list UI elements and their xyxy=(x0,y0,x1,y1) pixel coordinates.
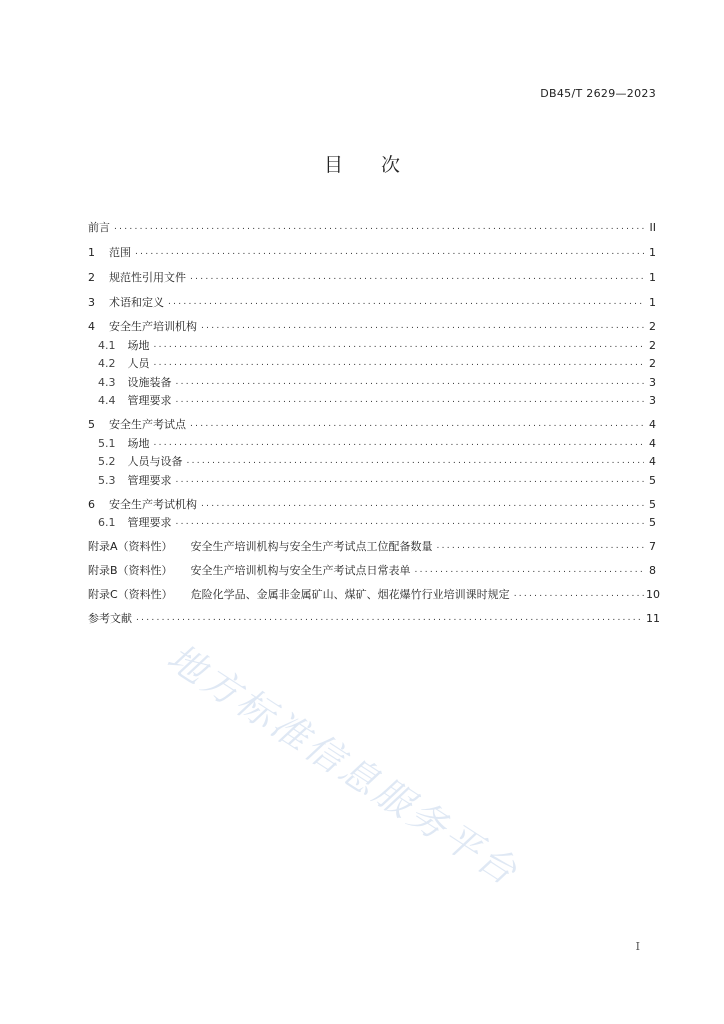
toc-entry[interactable] xyxy=(88,496,656,512)
toc-leader-dots xyxy=(176,518,645,528)
toc-entry-page: 3 xyxy=(649,376,656,389)
toc-leader-dots xyxy=(176,378,645,388)
toc-entry-label: 安全生产培训机构与安全生产考试点工位配备数量 xyxy=(190,540,433,553)
toc-entry[interactable] xyxy=(98,355,656,371)
toc-entry-label: 管理要求 xyxy=(127,516,172,529)
toc-entry-number: 3 xyxy=(88,296,95,309)
toc-entry-label: 前言 xyxy=(88,221,110,234)
toc-leader-dots xyxy=(201,322,644,332)
page-title xyxy=(0,150,724,177)
toc-leader-dots xyxy=(190,273,644,283)
toc-entry[interactable] xyxy=(88,219,656,235)
toc-entry[interactable] xyxy=(88,562,656,578)
toc-entry-page: 7 xyxy=(649,540,656,553)
toc-entry-label: 安全生产考试点 xyxy=(109,418,186,431)
toc-entry-page: 5 xyxy=(649,516,656,529)
toc-entry-number: 5 xyxy=(88,418,95,431)
page-number: I xyxy=(635,940,640,953)
toc-entry-page: 11 xyxy=(646,612,660,625)
watermark: 地方标准信息服务平台 xyxy=(159,635,527,895)
title-char-2: 次 xyxy=(381,154,401,176)
toc-leader-dots xyxy=(136,614,644,624)
toc-entry-number: 附录A（资料性） xyxy=(88,540,173,553)
toc-entry-page: 8 xyxy=(649,564,656,577)
toc-leader-dots xyxy=(514,590,644,600)
toc-entry-number: 4 xyxy=(88,320,95,333)
toc-entry-number: 6.1 xyxy=(98,516,116,529)
toc-entry[interactable] xyxy=(98,374,656,390)
toc-entry-page: 4 xyxy=(649,455,656,468)
toc-entry-page: 10 xyxy=(646,588,660,601)
toc-entry-number: 4.1 xyxy=(98,339,116,352)
toc-entry[interactable] xyxy=(88,416,656,432)
toc-leader-dots xyxy=(114,223,644,233)
toc-entry-number: 5.1 xyxy=(98,437,116,450)
toc-entry-page: 1 xyxy=(649,296,656,309)
toc-entry[interactable] xyxy=(98,514,656,530)
toc-entry[interactable] xyxy=(98,453,656,469)
toc-leader-dots xyxy=(187,457,645,467)
toc-entry-label: 场地 xyxy=(127,339,150,352)
toc-entry-number: 4.2 xyxy=(98,357,116,370)
toc-entry-page: 2 xyxy=(649,339,656,352)
toc-entry-page: 1 xyxy=(649,271,656,284)
toc-entry[interactable] xyxy=(88,586,660,602)
toc-entry[interactable] xyxy=(98,392,656,408)
toc-entry-page: 4 xyxy=(649,437,656,450)
toc-entry-label: 管理要求 xyxy=(127,474,172,487)
toc-entry-number: 5.2 xyxy=(98,455,116,468)
toc-entry[interactable] xyxy=(88,610,660,626)
toc-entry-label: 安全生产培训机构 xyxy=(109,320,197,333)
toc-entry-number: 4.3 xyxy=(98,376,116,389)
toc-leader-dots xyxy=(168,298,644,308)
toc-entry-page: 2 xyxy=(649,357,656,370)
toc-entry[interactable] xyxy=(98,337,656,353)
toc-leader-dots xyxy=(154,341,645,351)
toc-leader-dots xyxy=(135,248,644,258)
toc-leader-dots xyxy=(415,566,644,576)
toc-entry[interactable] xyxy=(98,435,656,451)
toc-entry[interactable] xyxy=(88,318,656,334)
toc-entry-label: 规范性引用文件 xyxy=(109,271,186,284)
toc-entry-number: 附录B（资料性） xyxy=(88,564,173,577)
toc-entry-number: 1 xyxy=(88,246,95,259)
toc-entry-number: 5.3 xyxy=(98,474,116,487)
toc-entry-page: 4 xyxy=(649,418,656,431)
toc-leader-dots xyxy=(437,542,644,552)
toc-leader-dots xyxy=(154,359,645,369)
toc-entry-label: 设施装备 xyxy=(127,376,172,389)
toc-entry-label: 参考文献 xyxy=(88,612,132,625)
toc-entry-number: 附录C（资料性） xyxy=(88,588,173,601)
toc-entry-label: 安全生产培训机构与安全生产考试点日常表单 xyxy=(190,564,411,577)
toc-entry[interactable] xyxy=(88,269,656,285)
toc-entry-page: II xyxy=(649,221,656,234)
toc-entry[interactable] xyxy=(88,294,656,310)
toc-leader-dots xyxy=(190,420,644,430)
toc-entry-label: 范围 xyxy=(109,246,131,259)
toc-entry-label: 管理要求 xyxy=(127,394,172,407)
title-char-1: 目 xyxy=(323,154,343,176)
toc-entry-page: 2 xyxy=(649,320,656,333)
toc-leader-dots xyxy=(154,439,645,449)
toc-entry-label: 安全生产考试机构 xyxy=(109,498,197,511)
toc-entry-label: 人员 xyxy=(127,357,150,370)
toc-entry-page: 3 xyxy=(649,394,656,407)
toc-entry-label: 场地 xyxy=(127,437,150,450)
toc-entry[interactable] xyxy=(88,538,656,554)
toc-entry-page: 5 xyxy=(649,474,656,487)
toc-entry-label: 危险化学品、金属非金属矿山、煤矿、烟花爆竹行业培训课时规定 xyxy=(190,588,510,601)
toc-leader-dots xyxy=(176,476,645,486)
toc-entry-number: 6 xyxy=(88,498,95,511)
toc-entry[interactable] xyxy=(98,472,656,488)
toc-entry-number: 4.4 xyxy=(98,394,116,407)
toc-entry-label: 术语和定义 xyxy=(109,296,164,309)
toc-entry-page: 5 xyxy=(649,498,656,511)
toc-entry-number: 2 xyxy=(88,271,95,284)
toc-entry-page: 1 xyxy=(649,246,656,259)
toc-leader-dots xyxy=(201,500,644,510)
document-code: DB45/T 2629—2023 xyxy=(540,87,656,100)
toc-entry[interactable] xyxy=(88,244,656,260)
toc-entry-label: 人员与设备 xyxy=(127,455,183,468)
toc-leader-dots xyxy=(176,396,645,406)
